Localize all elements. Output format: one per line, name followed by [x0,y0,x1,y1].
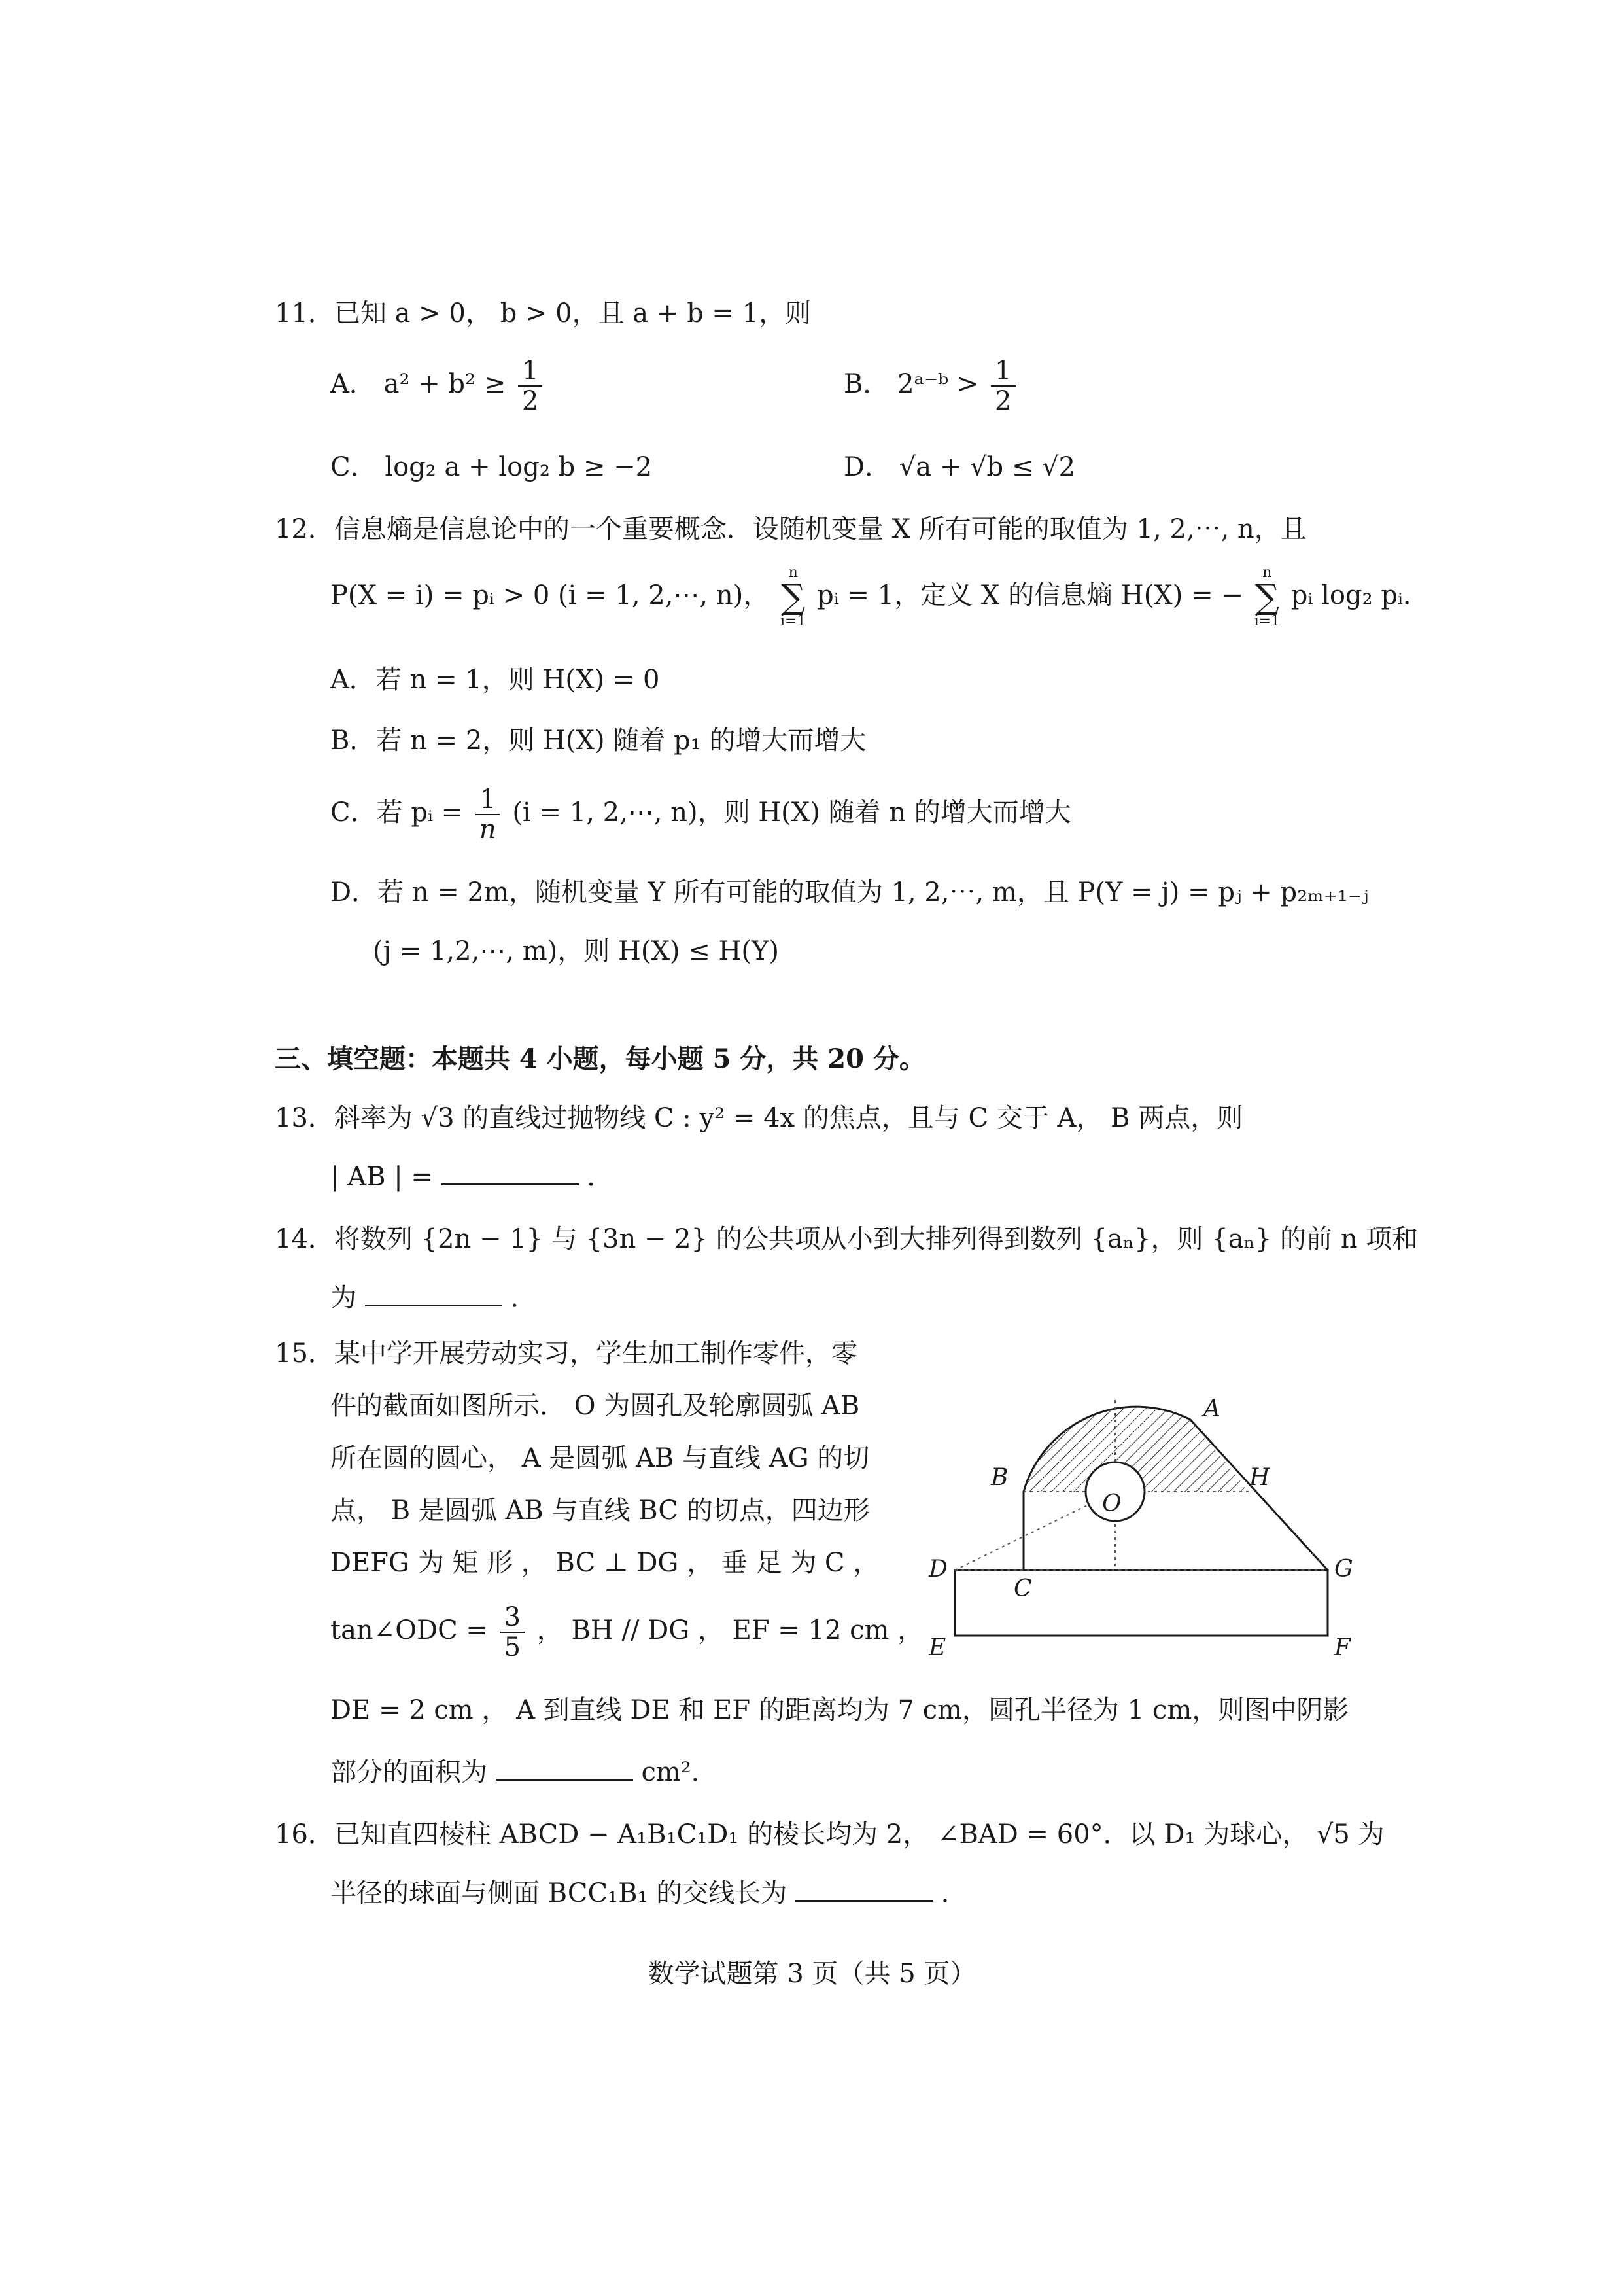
sum-top: n [1262,565,1272,581]
sum-bottom: i=1 [1254,613,1281,629]
q15-tan-post: ， BH // DG ， EF = 12 cm ， [536,1615,924,1645]
frac-den: 5 [504,1632,521,1662]
q12-option-c [330,785,1071,844]
q14-line2 [330,1282,536,1314]
q15-line3: 所在圆的圆心， A 是圆弧 AB 与直线 AG 的切 [330,1443,870,1473]
q11-option-b [844,357,1020,415]
q11-option-d: D． √a + √b ≤ √2 [844,452,1076,482]
q15-line1: 15．某中学开展劳动实习，学生加工制作零件，零 [275,1339,857,1369]
page-footer: 数学试题第 3 页（共 5 页） [648,1959,976,1989]
q16-line2-pre: 半径的球面与侧面 BCC₁B₁ 的交线长为 [330,1878,787,1908]
q12-def-part1: P(X = i) = pᵢ > 0 (i = 1, 2,⋯, n)， [330,580,770,610]
answer-blank[interactable] [365,1285,502,1306]
frac-num: 1 [518,357,542,387]
label-a: A [1203,1395,1220,1422]
q12-stem: 12．信息熵是信息论中的一个重要概念．设随机变量 X 所有可能的取值为 1, 2,⋯, n，且 [275,514,1307,544]
q11-option-a-text: A． a² + b² ≥ [330,369,506,399]
frac-num: 1 [991,357,1015,387]
q12-def-part2: pᵢ = 1，定义 X 的信息熵 H(X) = − [817,580,1243,610]
q15-tan-pre: tan∠ODC = [330,1615,488,1645]
answer-blank[interactable] [496,1759,633,1781]
label-h: H [1249,1464,1270,1491]
frac-den: 2 [522,386,539,416]
label-e: E [929,1634,946,1661]
q15-line6 [330,1603,924,1662]
rectangle-defg [955,1570,1328,1636]
q11-option-a [330,357,546,415]
label-b: B [991,1464,1009,1491]
sum-top: n [788,565,798,581]
sum-bottom: i=1 [780,613,806,629]
q12-option-c-pre: C．若 pᵢ = [330,797,464,828]
q15-tan-frac [500,1603,525,1662]
q13-line2-pre: | AB | = [330,1162,433,1192]
q11-option-b-frac [991,357,1015,415]
q15-line8 [330,1757,717,1788]
q12-option-a: A．若 n = 1，则 H(X) = 0 [330,665,660,695]
q12-option-c-frac [475,785,500,844]
q11-option-a-frac [518,357,542,415]
q16-line1: 16．已知直四棱柱 ABCD − A₁B₁C₁D₁ 的棱长均为 2， ∠BAD = 60°．以 D₁ 为球心， √5 为 [275,1819,1385,1849]
section-3-heading: 三、填空题：本题共 4 小题，每小题 5 分，共 20 分。 [275,1043,925,1074]
answer-blank[interactable] [441,1164,579,1185]
q15-line8-pre: 部分的面积为 [330,1757,487,1787]
label-g: G [1334,1556,1353,1583]
frac-num: 3 [500,1603,525,1633]
q15-line5: DEFG 为 矩 形 ， BC ⊥ DG ， 垂 足 为 C ， [330,1548,880,1578]
q12-definition [330,566,1429,629]
q14-line2-pre: 为 [330,1283,356,1313]
answer-blank[interactable] [795,1880,933,1902]
q11-option-b-text: B． 2ᵃ⁻ᵇ > [844,369,979,399]
q12-option-d-line1: D．若 n = 2m，随机变量 Y 所有可能的取值为 1, 2,⋯, m，且 P(Y = j) = pⱼ + p₂ₘ₊₁₋ⱼ [330,877,1369,907]
q11-stem: 11．已知 a > 0， b > 0，且 a + b = 1，则 [275,298,812,328]
q12-option-d-line2: (j = 1,2,⋯, m)，则 H(X) ≤ H(Y) [373,936,779,966]
label-o: O [1102,1490,1122,1517]
q13-line1: 13．斜率为 √3 的直线过抛物线 C : y² = 4x 的焦点，且与 C 交于 A， B 两点，则 [275,1103,1243,1133]
q15-figure [916,1361,1373,1675]
q15-line8-post: cm²． [641,1757,717,1787]
q11-option-c: C． log₂ a + log₂ b ≥ −2 [330,452,653,482]
q13-line2-post: ． [587,1162,613,1192]
q16-line2-post: ． [941,1878,967,1908]
q15-line7: DE = 2 cm ， A 到直线 DE 和 EF 的距离均为 7 cm，圆孔半径为 1 cm，则图中阴影 [330,1695,1349,1725]
q16-line2 [330,1878,967,1909]
q15-line4: 点， B 是圆弧 AB 与直线 BC 的切点，四边形 [330,1496,870,1526]
label-f: F [1334,1634,1351,1661]
sum-symbol: n ∑ i=1 [780,565,806,629]
label-d: D [929,1556,948,1583]
frac-den: 2 [995,386,1012,416]
q14-line1: 14．将数列 {2n − 1} 与 {3n − 2} 的公共项从小到大排列得到数列 {aₙ}，则 {aₙ} 的前 n 项和 [275,1224,1419,1254]
frac-num: 1 [475,785,500,815]
label-c: C [1014,1575,1032,1602]
q14-line2-post: ． [510,1283,537,1313]
q15-line2: 件的截面如图所示． O 为圆孔及轮廓圆弧 AB [330,1391,860,1421]
q12-option-b: B．若 n = 2，则 H(X) 随着 p₁ 的增大而增大 [330,726,867,756]
frac-den: n [479,815,496,845]
q13-line2 [330,1161,613,1193]
q12-def-part3: pᵢ log₂ pᵢ． [1290,580,1429,610]
q12-option-c-post: (i = 1, 2,⋯, n)，则 H(X) 随着 n 的增大而增大 [512,797,1071,828]
sum-symbol: n ∑ i=1 [1254,565,1281,629]
